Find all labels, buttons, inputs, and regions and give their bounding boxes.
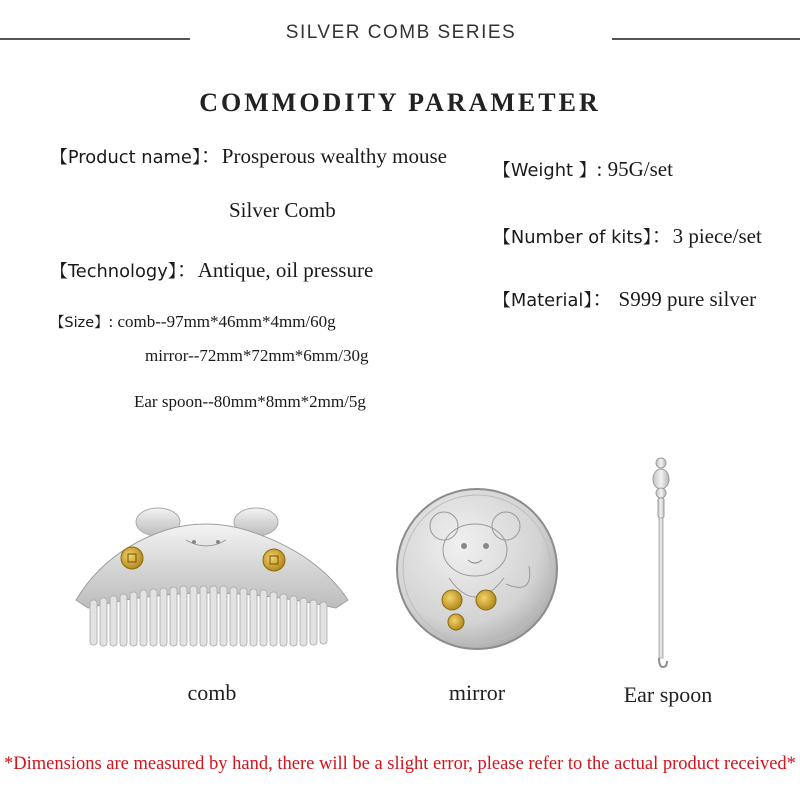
product-name-label: 【Product name】 (50, 147, 201, 168)
size-row (50, 311, 336, 332)
technology-row (50, 254, 373, 284)
product-name-row (50, 140, 447, 170)
header-divider-left (0, 38, 190, 40)
size-value-mirror: mirror--72mm*72mm*6mm/30g (145, 346, 369, 365)
material-label: 【Material】 (493, 290, 593, 311)
silver-comb-icon (66, 500, 356, 660)
page-title: COMMODITY PARAMETER (199, 88, 601, 117)
weight-label: 【Weight 】 (493, 160, 597, 181)
silver-mirror-icon (394, 486, 560, 652)
header-divider-right (612, 38, 800, 40)
mirror-caption: mirror (448, 680, 506, 705)
kits-label: 【Number of kits】 (493, 227, 652, 248)
weight-row (493, 156, 673, 182)
product-name-value-line2: Silver Comb (229, 198, 336, 222)
technology-value: ：Antique, oil pressure (176, 258, 374, 282)
product-name-value: ：Prosperous wealthy mouse (200, 144, 447, 168)
kits-value: ：3 piece/set (651, 224, 762, 248)
weight-value: : 95G/set (596, 157, 673, 181)
material-value: ： S999 pure silver (592, 287, 757, 311)
header-title: SILVER COMB SERIES (285, 22, 517, 43)
size-value-ear-spoon: Ear spoon--80mm*8mm*2mm/5g (134, 392, 366, 411)
ear-spoon-caption: Ear spoon (623, 682, 713, 707)
technology-label: 【Technology】 (50, 261, 177, 282)
size-label: 【Size】 (50, 315, 109, 331)
size-value-comb: : comb--97mm*46mm*4mm/60g (108, 312, 336, 331)
material-row (493, 283, 756, 313)
comb-caption: comb (187, 680, 237, 705)
ear-spoon-icon (645, 455, 685, 675)
disclaimer-note: *Dimensions are measured by hand, there will be a slight error, please refer to the actual product received* (4, 754, 796, 774)
kits-row (493, 220, 762, 250)
